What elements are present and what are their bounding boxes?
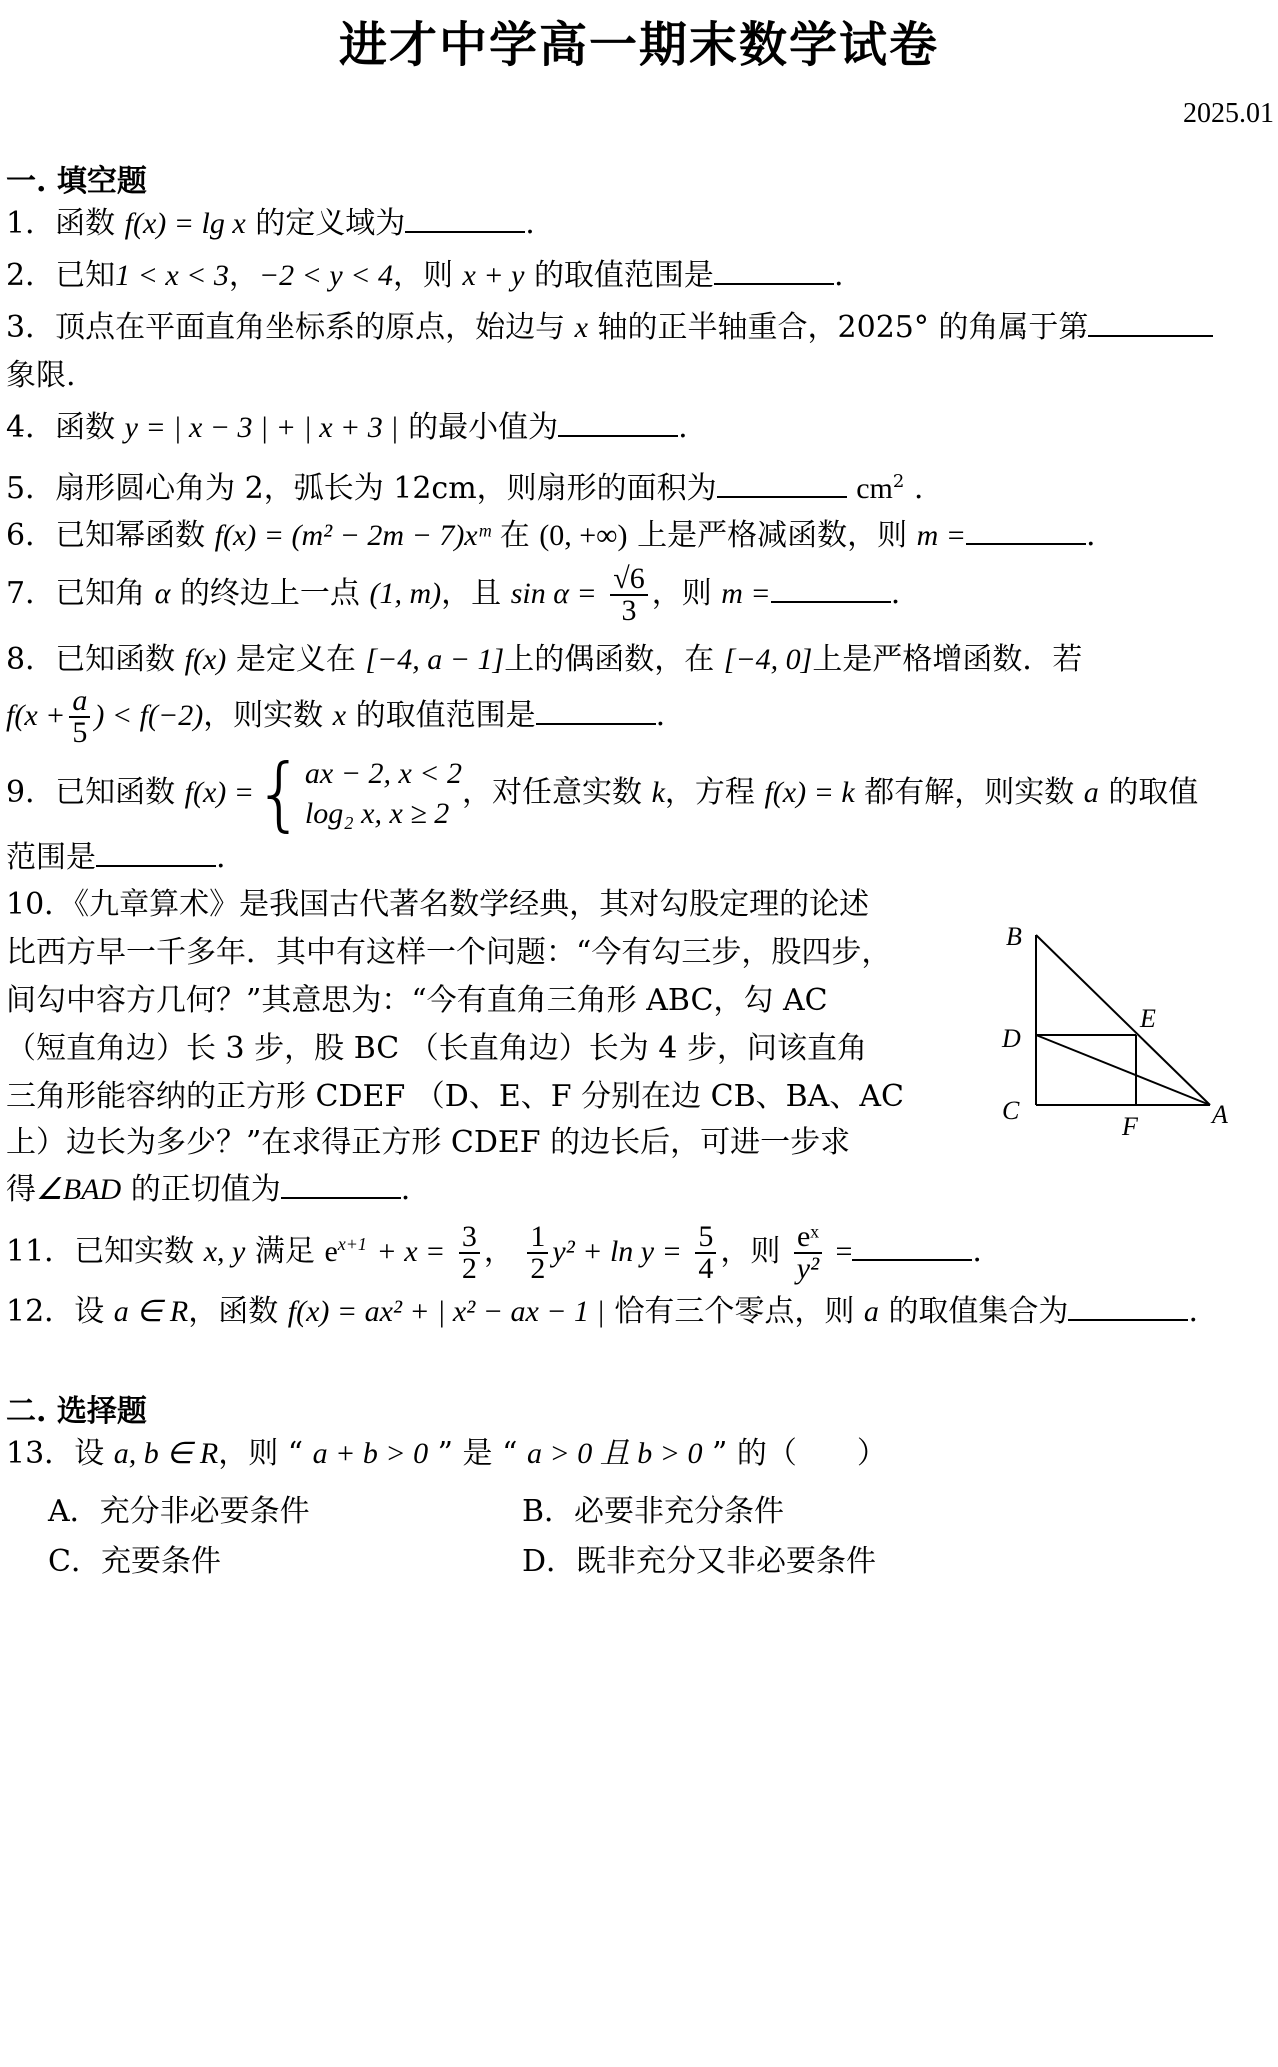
- left-brace: {: [254, 747, 305, 840]
- answer-blank[interactable]: [1088, 311, 1213, 337]
- section-title-fill-blank: 一. 填空题: [6, 164, 147, 199]
- question-13: 13．设 a, b ∈ R，则 “ a + b > 0 ” 是 “ a > 0 且 b > 0 ” 的（ ）: [6, 1436, 887, 1471]
- option-d[interactable]: D．既非充分又非必要条件: [522, 1544, 877, 1579]
- answer-blank[interactable]: [281, 1173, 401, 1199]
- question-2: 2．已知1 < x < 3，−2 < y < 4，则 x + y 的取值范围是 .: [6, 258, 844, 293]
- question-10-line-4: （短直角边）长 3 步，股 BC （长直角边）长为 4 步，问该直角: [6, 1031, 867, 1066]
- answer-blank[interactable]: [96, 841, 216, 867]
- option-c[interactable]: C．充要条件: [48, 1544, 221, 1579]
- triangle-square-figure: [990, 915, 1260, 1145]
- question-10-line-5: 三角形能容纳的正方形 CDEF （D、E、F 分别在边 CB、BA、AC: [6, 1079, 904, 1114]
- label-e: E: [1140, 1004, 1156, 1033]
- exam-date: 2025.01: [1183, 98, 1274, 129]
- answer-blank[interactable]: [1068, 1295, 1188, 1321]
- fraction-sqrt6-over-3: $\frac{√6}{3}$: [610, 564, 647, 626]
- side-ba: [1036, 935, 1210, 1105]
- answer-blank[interactable]: [771, 577, 891, 603]
- question-1: 1．函数 f(x) = lg x 的定义域为 .: [6, 206, 535, 241]
- question-10-line-7: 得∠BAD 的正切值为 .: [6, 1172, 411, 1207]
- answer-blank[interactable]: [405, 207, 525, 233]
- question-10-line-6: 上）边长为多少？”在求得正方形 CDEF 的边长后，可进一步求: [6, 1125, 851, 1160]
- question-10-line-3: 间勾中容方几何？”其意思为：“今有直角三角形 ABC，勾 AC: [6, 983, 828, 1018]
- answer-blank[interactable]: [714, 259, 834, 285]
- question-10-line-2: 比西方早一千多年．其中有这样一个问题：“今有勾三步，股四步，: [6, 935, 892, 970]
- label-a: A: [1212, 1100, 1228, 1129]
- question-9: 9．已知函数 f(x) ={ ax − 2, x < 2 log₂ x, x ≥ 2 ，对任意实数 k，方程 f(x) = k 都有解，则实数 a 的取值: [6, 747, 1199, 840]
- piecewise-cases: ax − 2, x < 2 log₂ x, x ≥ 2: [304, 757, 463, 830]
- question-11: 11．已知实数 x, y 满足 $e^{x+1} + x$ = $\frac{3}{2}$ ， $\frac{1}{2}$ y² + ln y = $\frac{5}{4}$ ，则 $\frac{\text{eˣ}}{\text{y²}}$ = .: [6, 1220, 982, 1285]
- label-f: F: [1122, 1112, 1138, 1141]
- question-4: 4．函数 y = | x − 3 | + | x + 3 | 的最小值为 .: [6, 410, 688, 445]
- question-12: 12．设 a ∈ R，函数 f(x) = ax² + | x² − ax − 1 | 恰有三个零点，则 a 的取值集合为 .: [6, 1294, 1198, 1329]
- question-8-cont: f(x + $\frac{a}{5}$ ) < f(−2)，则实数 x 的取值范围是 .: [6, 684, 666, 749]
- question-8: 8．已知函数 f(x) 是定义在 [−4, a − 1]上的偶函数，在 [−4, 0]上是严格增函数．若: [6, 642, 1083, 677]
- label-c: C: [1002, 1096, 1020, 1125]
- segment-ad: [1036, 1035, 1210, 1105]
- answer-blank[interactable]: [717, 472, 847, 498]
- page-title: 进才中学高一期末数学试卷: [338, 17, 939, 73]
- question-3: 3．顶点在平面直角坐标系的原点，始边与 x 轴的正半轴重合，2025° 的角属于第: [6, 308, 1213, 348]
- answer-blank[interactable]: [852, 1235, 972, 1261]
- question-6: 6．已知幂函数 f(x) = (m² − 2m − 7)xᵐ 在 (0, +∞) 上是严格减函数，则 m = .: [6, 518, 1096, 553]
- option-a[interactable]: A．充分非必要条件: [48, 1494, 310, 1529]
- answer-blank[interactable]: [558, 411, 678, 437]
- question-9-cont: 范围是 .: [6, 840, 226, 875]
- question-3-cont: 象限.: [6, 358, 76, 393]
- option-b[interactable]: B．必要非充分条件: [522, 1494, 785, 1529]
- section-title-multiple-choice: 二. 选择题: [6, 1394, 147, 1429]
- question-5: 5．扇形圆心角为 2，弧长为 12cm，则扇形的面积为 $cm^2$ .: [6, 471, 924, 506]
- label-b: B: [1006, 922, 1022, 951]
- question-7: 7．已知角 α 的终边上一点 (1, m)，且 sin α = $\frac{√6}{3}$ ，则 m = .: [6, 562, 901, 627]
- answer-blank[interactable]: [966, 519, 1086, 545]
- question-10-line-1: 10．《九章算术》是我国古代著名数学经典，其对勾股定理的论述: [6, 887, 870, 922]
- label-d: D: [1002, 1024, 1021, 1053]
- answer-blank[interactable]: [536, 699, 656, 725]
